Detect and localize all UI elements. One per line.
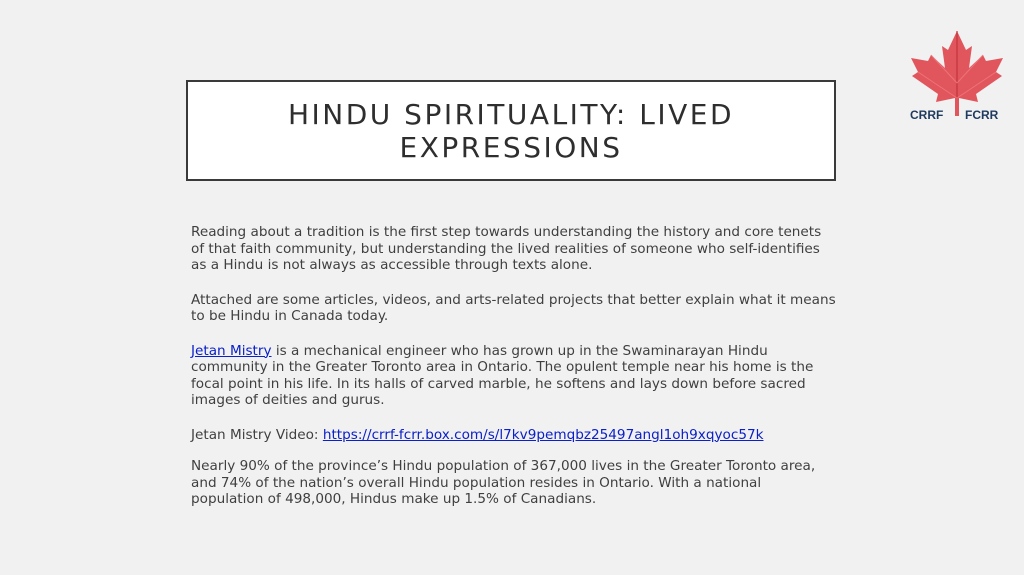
paragraph-video <box>191 427 836 444</box>
logo-left-text: CRRF <box>910 108 944 122</box>
paragraph-attached: Attached are some articles, videos, and arts-related projects that better explain what it means to be Hindu in Canada today. <box>191 291 836 324</box>
crrf-fcrr-logo <box>906 28 1008 124</box>
maple-leaf-icon <box>906 28 1008 124</box>
logo-right-text: FCRR <box>965 108 999 122</box>
paragraph-stats: Nearly 90% of the province’s Hindu population of 367,000 lives in the Greater Toronto area, and 74% of the nation’s overall Hindu population resides in Ontario. With a national population of 498,000, Hindus make up 1.5% of Canadians. <box>191 458 816 507</box>
paragraph-jetan <box>191 343 836 409</box>
jetan-description: is a mechanical engineer who has grown up in the Swaminarayan Hindu community in the Greater Toronto area in Ontario. The opulent temple near his home is the focal point in his life. In its halls of carved marble, he softens and lays down before sacred images of deities and gurus. <box>191 342 814 408</box>
video-label: Jetan Mistry Video: <box>191 426 323 443</box>
title-box <box>186 80 836 181</box>
jetan-mistry-link[interactable]: Jetan Mistry <box>191 342 272 359</box>
slide-title-line-1: HINDU SPIRITUALITY: LIVED <box>287 97 735 131</box>
slide-body <box>191 224 836 526</box>
paragraph-intro: Reading about a tradition is the first step towards understanding the history and core tenets of that faith community, but understanding the lived realities of someone who self-identifies as a Hindu is not always as accessible through texts alone. <box>191 224 822 273</box>
video-url-link[interactable]: https://crrf-fcrr.box.com/s/l7kv9pemqbz25497angl1oh9xqyoc57k <box>322 426 764 443</box>
slide-title-line-2: EXPRESSIONS <box>399 130 623 164</box>
